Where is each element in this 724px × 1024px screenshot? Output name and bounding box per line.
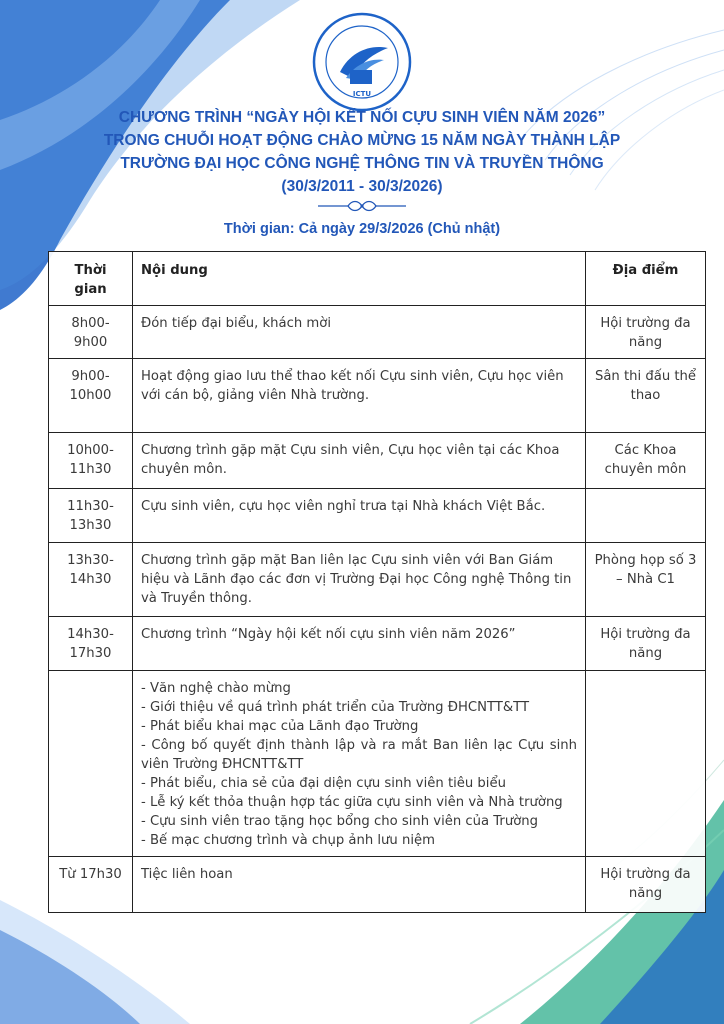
program-item: - Giới thiệu về quá trình phát triển của Trường ĐHCNTT&TT xyxy=(141,700,529,715)
program-item: - Văn nghệ chào mừng xyxy=(141,681,291,696)
header-content: Nội dung xyxy=(133,252,586,306)
row-place-empty xyxy=(586,671,706,857)
program-item: - Phát biểu khai mạc của Lãnh đạo Trường xyxy=(141,719,419,734)
title-line-4: (30/3/2011 - 30/3/2026) xyxy=(281,178,443,195)
table-row-program-details xyxy=(49,671,706,857)
row-place: Hội trường đa năng xyxy=(586,617,706,671)
row-time: 14h30-17h30 xyxy=(49,617,133,671)
row-content: Đón tiếp đại biểu, khách mời xyxy=(133,306,586,359)
schedule-table xyxy=(48,251,706,913)
row-content: Cựu sinh viên, cựu học viên nghỉ trưa tại Nhà khách Việt Bắc. xyxy=(133,489,586,543)
program-item: - Lễ ký kết thỏa thuận hợp tác giữa cựu sinh viên và Nhà trường xyxy=(141,795,563,810)
row-place: Phòng họp số 3 – Nhà C1 xyxy=(586,543,706,617)
table-row xyxy=(49,543,706,617)
row-place: Các Khoa chuyên môn xyxy=(586,433,706,489)
row-content: Tiệc liên hoan xyxy=(133,857,586,913)
row-time: 13h30-14h30 xyxy=(49,543,133,617)
table-row xyxy=(49,617,706,671)
row-place: Sân thi đấu thể thao xyxy=(586,359,706,433)
row-time-empty xyxy=(49,671,133,857)
row-place: Hội trường đa năng xyxy=(586,857,706,913)
header-time: Thời gian xyxy=(49,252,133,306)
table-row xyxy=(49,433,706,489)
row-time: 8h00-9h00 xyxy=(49,306,133,359)
row-time: Từ 17h30 xyxy=(49,857,133,913)
row-time: 10h00-11h30 xyxy=(49,433,133,489)
title-line-1: CHƯƠNG TRÌNH “NGÀY HỘI KẾT NỐI CỰU SINH VIÊN NĂM 2026” xyxy=(118,109,606,126)
row-time: 11h30-13h30 xyxy=(49,489,133,543)
program-item: - Công bố quyết định thành lập và ra mắt Ban liên lạc Cựu sinh viên Trường ĐHCNTT&TT xyxy=(141,738,577,772)
title-line-2: TRONG CHUỖI HOẠT ĐỘNG CHÀO MỪNG 15 NĂM NGÀY THÀNH LẬP xyxy=(103,132,621,149)
row-place: Hội trường đa năng xyxy=(586,306,706,359)
program-details xyxy=(133,671,586,857)
row-content: Hoạt động giao lưu thể thao kết nối Cựu sinh viên, Cựu học viên với cán bộ, giảng viên Nhà trường. xyxy=(133,359,586,433)
table-header-row xyxy=(49,252,706,306)
row-content: Chương trình gặp mặt Ban liên lạc Cựu sinh viên với Ban Giám hiệu và Lãnh đạo các đơn vị Trường Đại học Công nghệ Thông tin và Truyền thông. xyxy=(133,543,586,617)
table-row xyxy=(49,857,706,913)
svg-text:ICTU: ICTU xyxy=(352,90,372,98)
table-row xyxy=(49,489,706,543)
row-content: Chương trình “Ngày hội kết nối cựu sinh viên năm 2026” xyxy=(133,617,586,671)
row-time: 9h00-10h00 xyxy=(49,359,133,433)
program-title xyxy=(0,106,724,198)
row-content: Chương trình gặp mặt Cựu sinh viên, Cựu học viên tại các Khoa chuyên môn. xyxy=(133,433,586,489)
school-logo-icon xyxy=(312,12,412,112)
header-place: Địa điểm xyxy=(586,252,706,306)
program-item: - Bế mạc chương trình và chụp ảnh lưu niệm xyxy=(141,833,435,848)
ornament-divider-icon xyxy=(318,198,406,214)
row-place xyxy=(586,489,706,543)
event-time: Thời gian: Cả ngày 29/3/2026 (Chủ nhật) xyxy=(223,221,501,237)
program-item: - Phát biểu, chia sẻ của đại diện cựu sinh viên tiêu biểu xyxy=(141,776,506,791)
table-row xyxy=(49,359,706,433)
table-row xyxy=(49,306,706,359)
title-line-3: TRƯỜNG ĐẠI HỌC CÔNG NGHỆ THÔNG TIN VÀ TRUYỀN THÔNG xyxy=(120,155,604,172)
program-item: - Cựu sinh viên trao tặng học bổng cho sinh viên của Trường xyxy=(141,814,538,829)
